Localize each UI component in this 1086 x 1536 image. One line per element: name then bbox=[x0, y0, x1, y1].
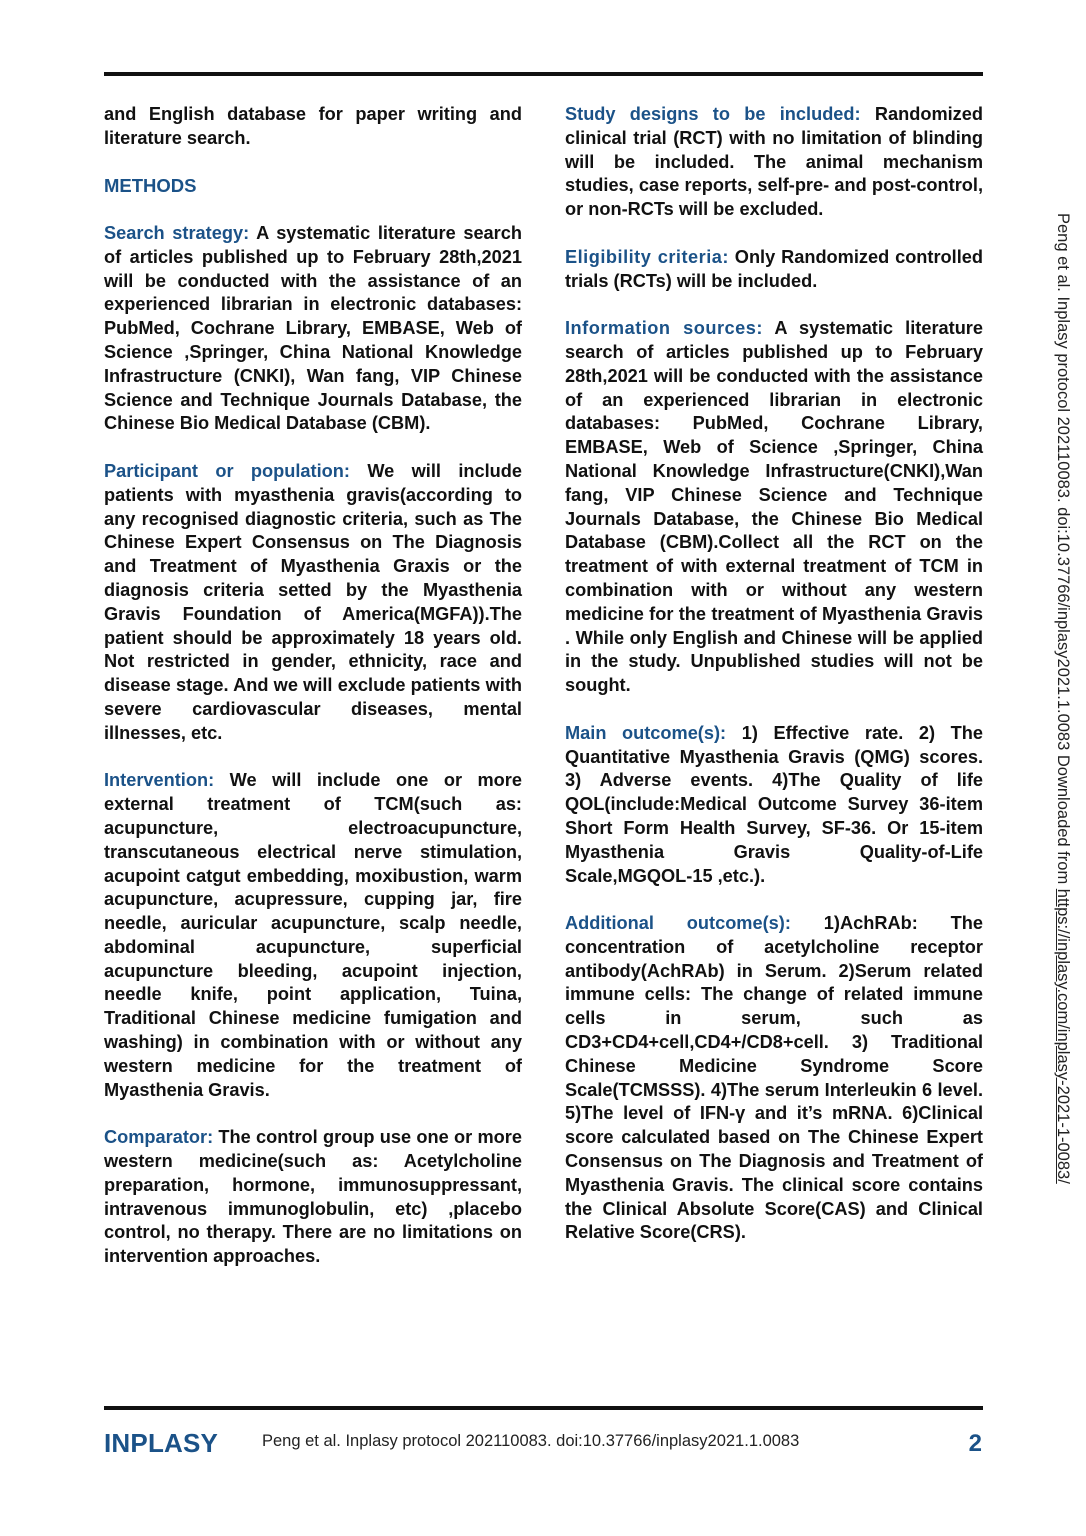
study-designs-text: Randomized clinical trial (RCT) with no limitation of blinding will be included. The animal mechanism studies, case reports, self-pre- and post-control, or non-RCTs will be excluded. bbox=[565, 104, 983, 220]
intervention-text: We will include one or more external treatment of TCM(such as: acupuncture, electroacupuncture, transcutaneous electrical nerve stimulation, acupoint catgut embedding, moxibustion, warm acupuncture, acupressure, cupping jar, fire needle, auricular acupuncture, scalp needle, abdominal acupuncture, superficial acupuncture bleeding, acupoint injection, needle knife, point application, Tuina, Traditional Chinese medicine fumigation and washing) in combination with or without any western medicine for the treatment of Myasthenia Gravis. bbox=[104, 770, 522, 1100]
search-strategy-label: Search strategy: bbox=[104, 222, 250, 243]
information-sources-paragraph bbox=[565, 317, 983, 698]
additional-outcomes-paragraph bbox=[565, 912, 983, 1245]
comparator-text: The control group use one or more western medicine(such as: Acetylcholine preparation, hormone, immunosuppressant, intravenous immunoglobulin, etc) ,placebo control, no therapy. There are no limitations on intervention approaches. bbox=[104, 1127, 522, 1267]
footer-brand-logo: INPLASY bbox=[104, 1428, 219, 1458]
study-designs-paragraph bbox=[565, 103, 983, 222]
main-outcomes-label: Main outcome(s): bbox=[565, 722, 727, 743]
additional-outcomes-text: 1)AchRAb: The concentration of acetylcholine receptor antibody(AchRAb) in Serum. 2)Serum related immune cells: The change of related immune cells in serum, such as CD3+CD4+cell,CD4+/CD8+cell. 3) Traditional Chinese Medicine Syndrome Score Scale(TCMSSS). 4)The serum Interleukin 6 level. 5)The level of IFN-γ and it’s mRNA. 6)Clinical score calculated based on The Chinese Expert Consensus on The Diagnosis and Treatment of Myasthenia Gravis. The clinical score contains the Clinical Absolute Score(CAS) and Clinical Relative Score(CRS). bbox=[565, 913, 984, 1243]
participant-paragraph bbox=[104, 460, 522, 746]
information-sources-text: A systematic literature search of articles published up to February 28th,2021 will be conducted with the assistance of an experienced librarian in electronic databases: PubMed, Cochrane Library, EMBASE, Web of Science ,Springer, China National Knowledge Infrastructure(CNKI),Wan fang, VIP Chinese Science and Technique Journals Database, the Chinese Bio Medical Database (CBM).Collect all the RCT on the treatment of with external treatment of TCM in combination with or without any western medicine for the treatment of Myasthenia Gravis . While only English and Chinese will be applied in the study. Unpublished studies will not be sought. bbox=[565, 318, 983, 696]
additional-outcomes-label: Additional outcome(s): bbox=[565, 913, 791, 934]
eligibility-paragraph bbox=[565, 246, 983, 294]
side-download-note bbox=[1053, 213, 1072, 1184]
eligibility-label: Eligibility criteria: bbox=[565, 246, 729, 267]
search-strategy-text: A systematic literature search of articles published up to February 28th,2021 will be conducted with the assistance of an experienced librarian in electronic databases: PubMed, Cochrane Library, EMBASE, Web of Science ,Springer, China National Knowledge Infrastructure (CNKI), Wan fang, VIP Chinese Science and Technique Journals Database, the Chinese Bio Medical Database (CBM). bbox=[104, 222, 522, 434]
study-designs-label: Study designs to be included: bbox=[565, 104, 861, 124]
main-outcomes-text: 1) Effective rate. 2) The Quantitative Myasthenia Gravis (QMG) scores. 3) Adverse events. 4)The Quality of life QOL(include:Medical Outcome Survey 36-item Short Form Health Survey, SF-36. Or 15-item Myasthenia Gravis Quality-of-Life Scale,MGQOL-15 ,etc.). bbox=[565, 722, 983, 886]
eligibility-text: Only Randomized controlled trials (RCTs) will be included. bbox=[565, 246, 983, 291]
bottom-rule bbox=[104, 1406, 983, 1410]
intervention-label: Intervention: bbox=[104, 770, 215, 791]
side-note-link[interactable]: https://inplasy.com/inplasy-2021-1-0083/ bbox=[1054, 888, 1072, 1184]
right-column bbox=[565, 103, 983, 1269]
section-heading-methods: METHODS bbox=[104, 175, 197, 197]
information-sources-label: Information sources: bbox=[565, 318, 763, 339]
main-outcomes-paragraph bbox=[565, 722, 983, 889]
intervention-paragraph bbox=[104, 769, 522, 1102]
top-rule bbox=[104, 72, 983, 76]
participant-label: Participant or population: bbox=[104, 460, 350, 481]
page-number: 2 bbox=[968, 1430, 982, 1457]
comparator-label: Comparator: bbox=[104, 1127, 214, 1148]
side-note-text: Peng et al. Inplasy protocol 202110083. doi:10.37766/inplasy2021.1.0083 Downloaded from bbox=[1054, 213, 1072, 889]
footer-citation: Peng et al. Inplasy protocol 202110083. doi:10.37766/inplasy2021.1.0083 bbox=[262, 1432, 800, 1450]
comparator-paragraph bbox=[104, 1126, 522, 1269]
search-strategy-paragraph bbox=[104, 222, 522, 436]
left-column bbox=[104, 103, 522, 1293]
participant-text: We will include patients with myasthenia gravis(according to any recognised diagnostic criteria, such as The Chinese Expert Consensus on The Diagnosis and Treatment of Myasthenia Graxis or the diagnosis criteria setted by the Myasthenia Gravis Foundation of America(MGFA)).The patient should be approximately 18 years old. Not restricted in gender, ethnicity, race and disease stage. And we will exclude patients with severe cardiovascular diseases, mental illnesses, etc. bbox=[104, 460, 522, 743]
intro-paragraph: and English database for paper writing and literature search. bbox=[104, 104, 522, 148]
